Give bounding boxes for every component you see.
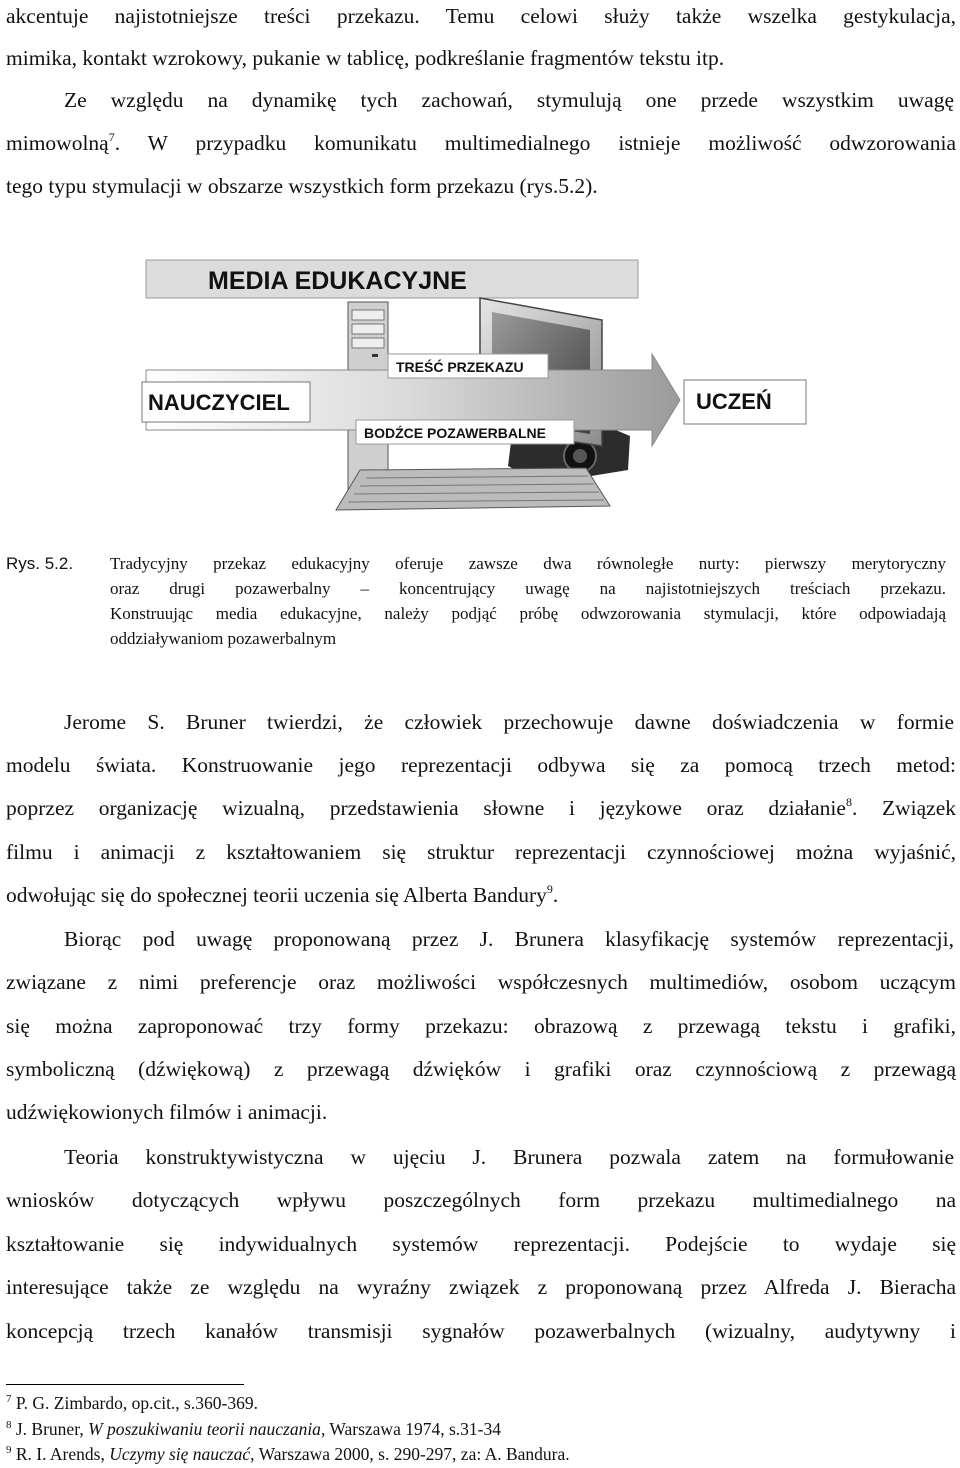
body-text-line: akcentuje najistotniejsze treści przekazu. Temu celowi służy także wszelka gestykulacja, [6, 4, 956, 28]
body-text-line: Biorąc pod uwagę proponowaną przez J. Brunera klasyfikację systemów reprezentacji, [64, 927, 954, 951]
figure-caption-line: Konstruując media edukacyjne, należy podjąć próbę odwzorowania stymulacji, które odpowiadają [110, 604, 946, 623]
footnote-number: 7 [6, 1393, 12, 1405]
footnote-divider [6, 1384, 244, 1385]
body-text-line: mimika, kontakt wzrokowy, pukanie w tablicę, podkreślanie fragmentów tekstu itp. [6, 46, 725, 70]
text-span: mimowolną [6, 131, 109, 155]
text-span: . [552, 883, 559, 907]
nonverbal-label: BODŹCE POZAWERBALNE [364, 425, 546, 441]
figure-title: MEDIA EDUKACYJNE [208, 267, 467, 295]
text-span: poprzez organizację wizualną, przedstawienia słowne i językowe oraz działanie [6, 796, 846, 820]
body-text-line: się można zaproponować trzy formy przekazu: obrazową z przewagą tekstu i grafiki, [6, 1014, 956, 1038]
body-text-line [6, 796, 956, 820]
body-text-line: Jerome S. Bruner twierdzi, że człowiek przechowuje dawne doświadczenia w formie [64, 710, 954, 734]
text-span [6, 131, 956, 155]
teacher-label: NAUCZYCIEL [148, 390, 290, 415]
figure-caption-label: Rys. 5.2. [6, 554, 74, 573]
footnote-number: 8 [6, 1419, 12, 1431]
body-text-line: modelu świata. Konstruowanie jego reprezentacji odbywa się za pomocą trzech metod: [6, 753, 956, 777]
content-label: TREŚĆ PRZEKAZU [396, 359, 524, 375]
footnote-text: P. G. Zimbardo, op.cit., s.360-369. [15, 1393, 258, 1413]
footnote-text: , Warszawa 2000, s. 290-297, za: A. Bandura. [250, 1444, 570, 1464]
figure-caption-line: oraz drugi pozawerbalny – koncentrujący uwagę na najistotniejszych treściach przekazu. [110, 579, 946, 598]
student-label: UCZEŃ [696, 389, 772, 414]
footnote-ref: 7 [108, 130, 115, 144]
body-text-line: filmu i animacji z kształtowaniem się struktur reprezentacji czynnościowej można wyjaśnić, [6, 840, 956, 864]
text-span [6, 796, 956, 820]
figure-caption-line: Tradycyjny przekaz edukacyjny oferuje zawsze dwa równoległe nurty: pierwszy merytoryczny [110, 554, 946, 573]
body-text-line [6, 131, 956, 155]
body-text-line: tego typu stymulacji w obszarze wszystkich form przekazu (rys.5.2). [6, 174, 598, 198]
text-span: . Związek [851, 796, 957, 820]
footnote-title: Uczymy się nauczać [109, 1444, 251, 1464]
footnote [6, 1418, 501, 1440]
footnote-title: W poszukiwaniu teorii nauczania [88, 1419, 321, 1439]
footnote-ref: 8 [845, 795, 852, 809]
body-text-line: Teoria konstruktywistyczna w ujęciu J. Brunera pozwala zatem na formułowanie [64, 1145, 954, 1169]
media-education-diagram [140, 258, 810, 520]
body-text-line: kształtowanie się indywidualnych systemów reprezentacji. Podejście to wydaje się [6, 1232, 956, 1256]
body-text-line: wniosków dotyczących wpływu poszczególnych form przekazu multimedialnego na [6, 1188, 956, 1212]
footnote [6, 1443, 570, 1465]
body-text-line: symboliczną (dźwiękową) z przewagą dźwięków i grafiki oraz czynnościową z przewagą [6, 1057, 956, 1081]
text-span: odwołując się do społecznej teorii uczenia się Alberta Bandury [6, 883, 547, 907]
keyboard-icon [336, 468, 610, 510]
footnote-text: R. I. Arends, [15, 1444, 110, 1464]
body-text-line: Ze względu na dynamikę tych zachowań, stymulują one przede wszystkim uwagę [64, 88, 954, 112]
footnote-ref: 9 [546, 882, 553, 896]
figure-caption-line: oddziaływaniom pozawerbalnym [110, 629, 337, 648]
body-text-line: interesujące także ze względu na wyraźny związek z proponowaną przez Alfreda J. Bieracha [6, 1275, 956, 1299]
footnote-text: , Warszawa 1974, s.31-34 [320, 1419, 501, 1439]
body-text-line: związane z nimi preferencje oraz możliwości współczesnych multimediów, osobom uczącym [6, 970, 956, 994]
footnote-text: J. Bruner, [15, 1419, 89, 1439]
text-span: . W przypadku komunikatu multimedialnego istnieje możliwość odwzorowania [114, 131, 956, 155]
footnote-number: 9 [6, 1444, 12, 1456]
body-text-line: koncepcją trzech kanałów transmisji sygnałów pozawerbalnych (wizualny, audytywny i [6, 1319, 956, 1343]
body-text-line [6, 883, 558, 907]
body-text-line: udźwiękowionych filmów i animacji. [6, 1100, 328, 1124]
footnote [6, 1392, 258, 1414]
